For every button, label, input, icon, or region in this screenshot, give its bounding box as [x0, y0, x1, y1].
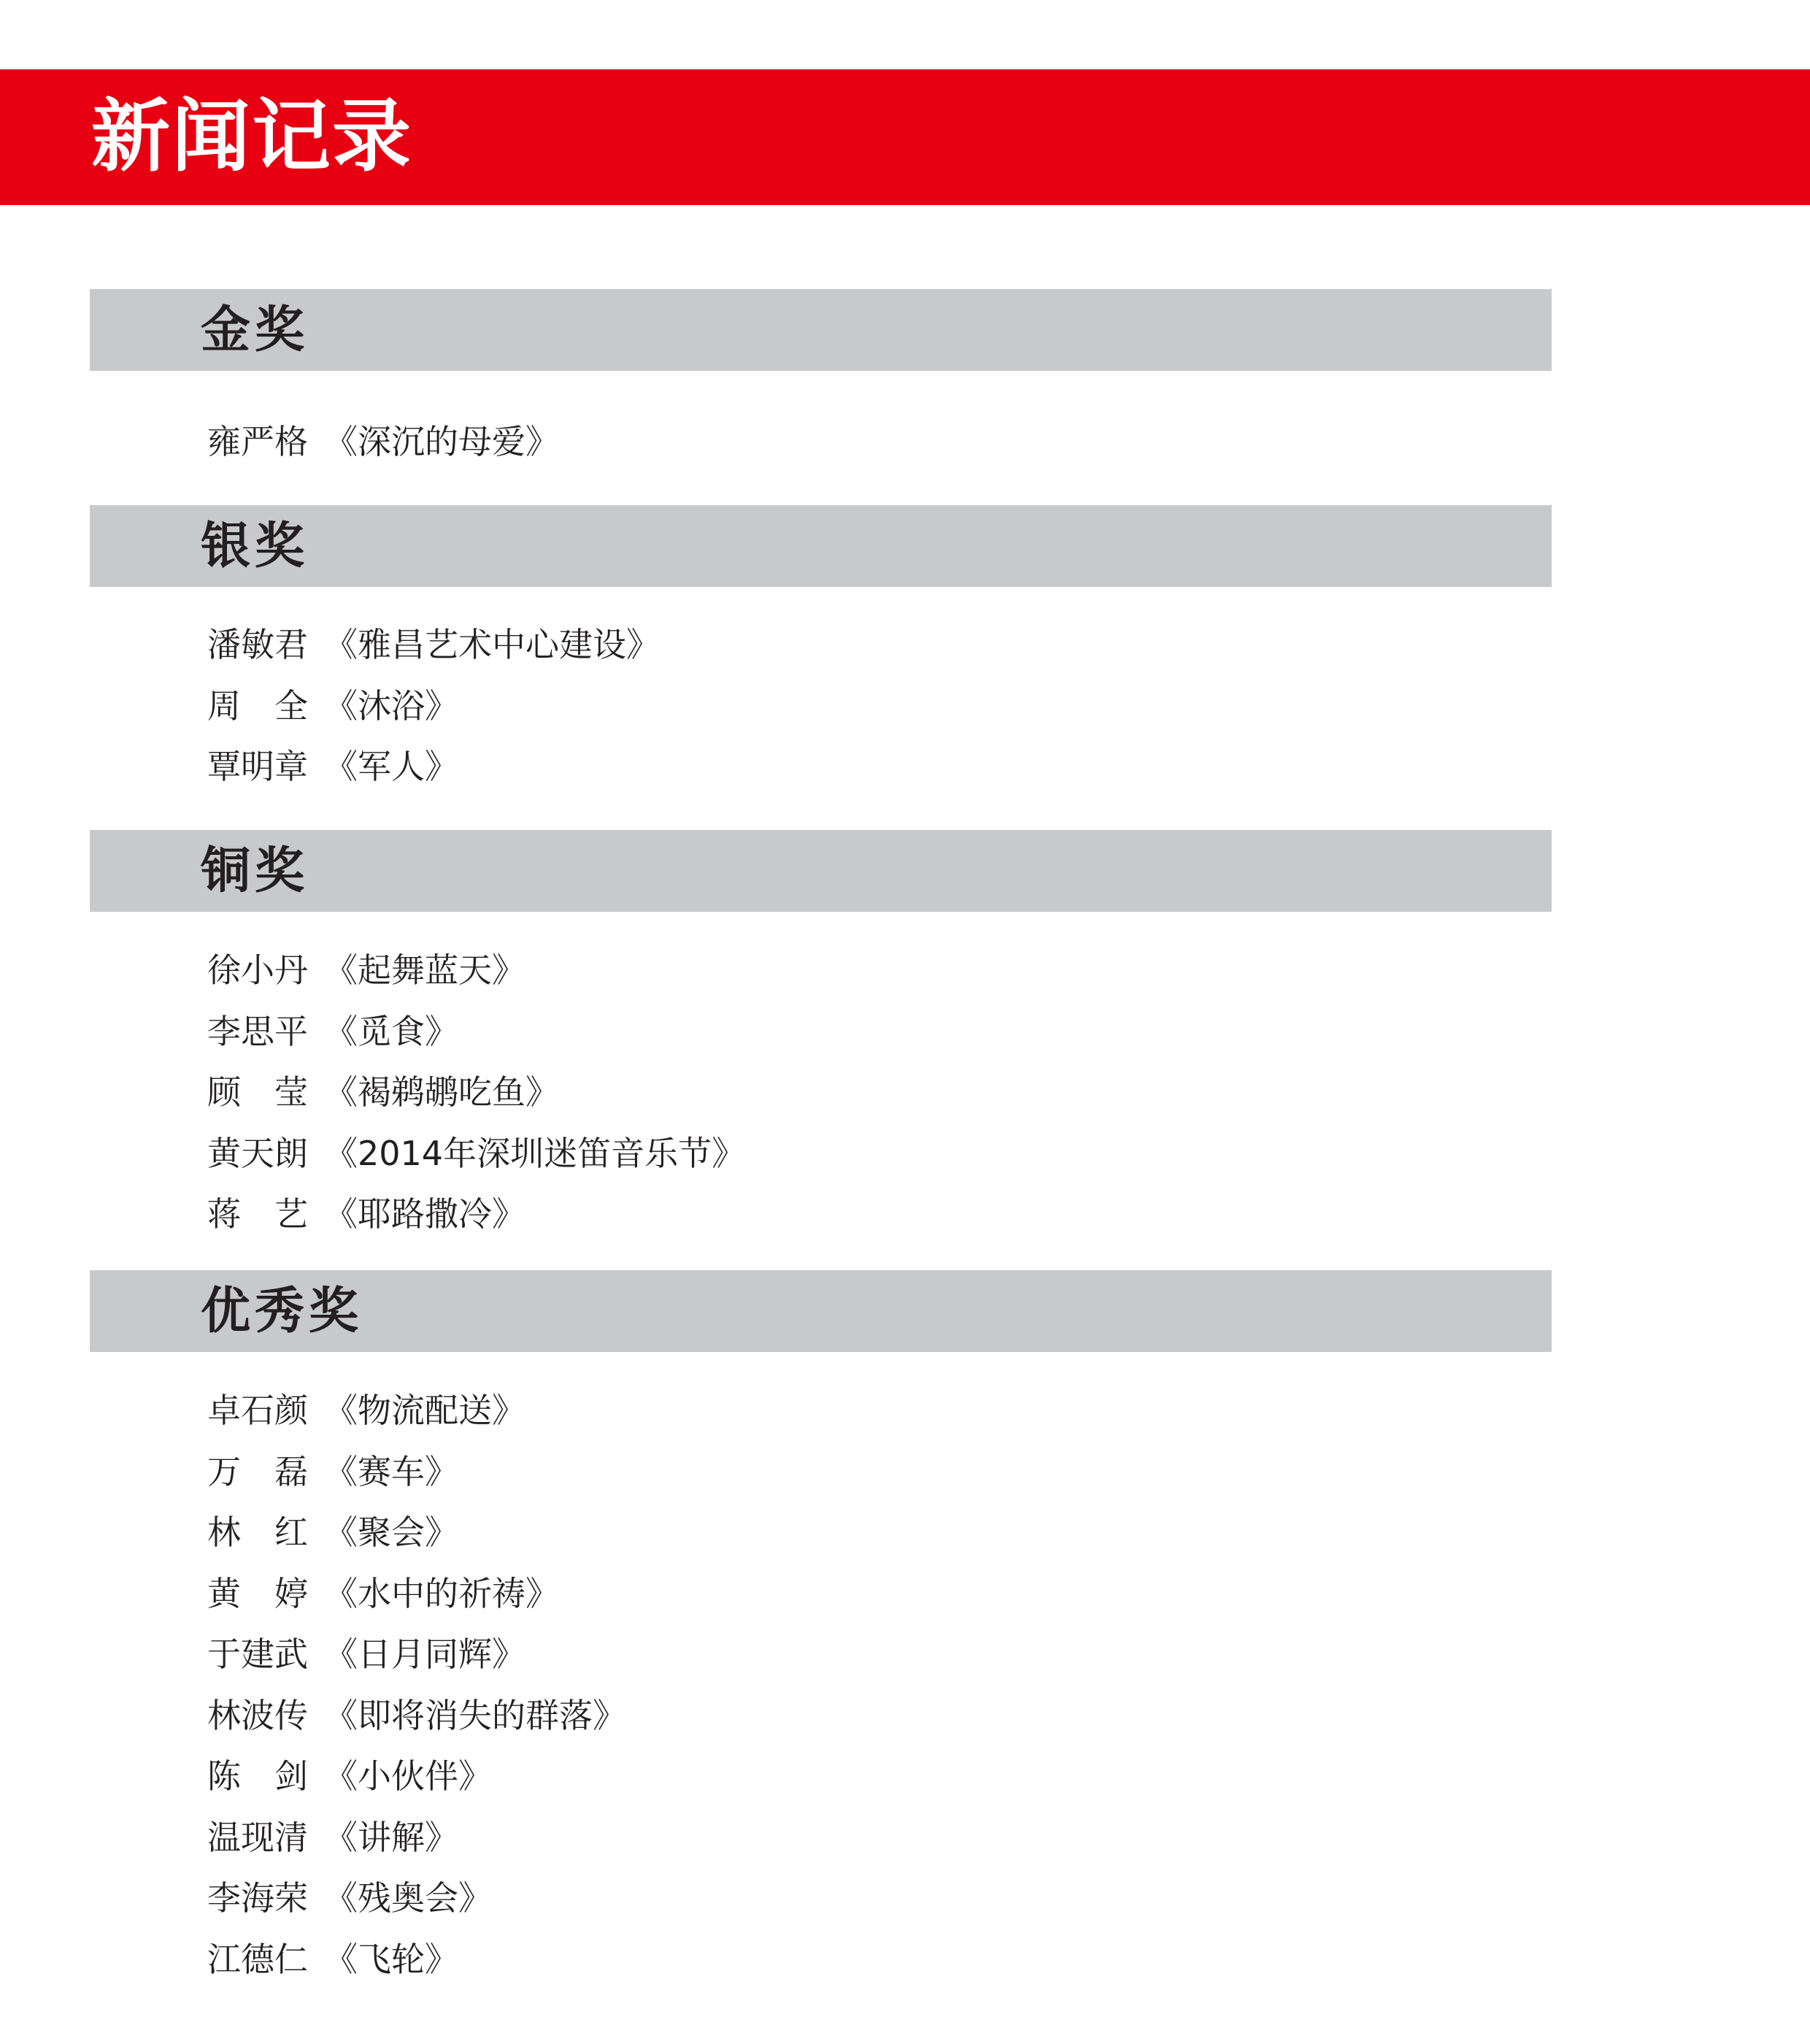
award-list-excellence	[207, 1380, 626, 1990]
work-title: 《2014年深圳迷笛音乐节》	[324, 1133, 746, 1173]
work-title: 《褐鹈鹕吃鱼》	[324, 1072, 559, 1112]
work-title: 《即将消失的群落》	[324, 1695, 626, 1735]
work-title: 《军人》	[324, 747, 458, 786]
work-title: 《水中的祈祷》	[324, 1573, 559, 1613]
photographer-name: 潘敏君	[207, 625, 308, 664]
photographer-name: 陈 剑	[207, 1756, 308, 1796]
work-title: 《赛车》	[324, 1451, 458, 1491]
award-entry	[207, 676, 660, 737]
award-entry	[207, 1624, 626, 1686]
photographer-name: 李思平	[207, 1011, 308, 1051]
photographer-name: 黄天朗	[207, 1133, 308, 1173]
award-entry	[207, 1807, 626, 1869]
section-header-silver	[90, 505, 1552, 587]
section-header-gold	[90, 289, 1552, 371]
photographer-name: 江德仁	[207, 1939, 308, 1979]
section-header-bronze	[90, 830, 1552, 912]
work-title: 《觅食》	[324, 1011, 458, 1051]
award-entry	[207, 1686, 626, 1747]
award-entry	[207, 1502, 626, 1564]
work-title: 《飞轮》	[324, 1939, 458, 1979]
section-heading-bronze: 铜奖	[201, 842, 309, 900]
award-list-bronze	[207, 940, 745, 1245]
work-title: 《日月同辉》	[324, 1634, 525, 1674]
award-entry	[207, 1442, 626, 1503]
photographer-name: 黄 婷	[207, 1573, 308, 1613]
award-entry	[207, 737, 660, 798]
work-title: 《残奥会》	[324, 1878, 492, 1918]
section-heading-gold: 金奖	[201, 301, 309, 359]
work-title: 《起舞蓝天》	[324, 950, 525, 990]
award-entry	[207, 1929, 626, 1991]
work-title: 《聚会》	[324, 1513, 458, 1552]
award-entry	[207, 412, 559, 473]
award-entry	[207, 1564, 626, 1625]
work-title: 《物流配送》	[324, 1391, 525, 1430]
award-entry	[207, 615, 660, 676]
section-heading-excellence: 优秀奖	[201, 1282, 363, 1340]
award-entry	[207, 1380, 626, 1442]
photographer-name: 卓石颜	[207, 1391, 308, 1430]
work-title: 《沐浴》	[324, 685, 458, 726]
photographer-name: 于建武	[207, 1634, 308, 1674]
photographer-name: 顾 莹	[207, 1072, 308, 1112]
page-banner	[0, 69, 1810, 205]
award-entry	[207, 1184, 745, 1245]
page-title: 新闻记录	[91, 91, 413, 182]
photographer-name: 万 磊	[207, 1451, 308, 1491]
photographer-name: 蒋 艺	[207, 1194, 308, 1234]
award-entry	[207, 1868, 626, 1929]
award-entry	[207, 1123, 745, 1185]
section-header-excellence	[90, 1270, 1552, 1352]
section-heading-silver: 银奖	[201, 517, 309, 575]
work-title: 《小伙伴》	[324, 1756, 492, 1796]
photographer-name: 周 全	[207, 685, 308, 726]
award-entry	[207, 1062, 745, 1123]
photographer-name: 温现清	[207, 1817, 308, 1857]
photographer-name: 覃明章	[207, 747, 308, 786]
work-title: 《雅昌艺术中心建设》	[324, 625, 660, 664]
photographer-name: 林 红	[207, 1513, 308, 1552]
photographer-name: 李海荣	[207, 1878, 308, 1918]
photographer-name: 雍严格	[207, 422, 308, 461]
photographer-name: 徐小丹	[207, 950, 308, 990]
award-list-silver	[207, 615, 660, 798]
work-title: 《耶路撒冷》	[324, 1194, 525, 1234]
award-entry	[207, 1002, 745, 1063]
work-title: 《深沉的母爱》	[324, 422, 559, 461]
photographer-name: 林波传	[207, 1695, 308, 1735]
award-list-gold	[207, 412, 559, 473]
award-entry	[207, 1746, 626, 1807]
award-entry	[207, 940, 745, 1002]
work-title: 《讲解》	[324, 1817, 458, 1857]
